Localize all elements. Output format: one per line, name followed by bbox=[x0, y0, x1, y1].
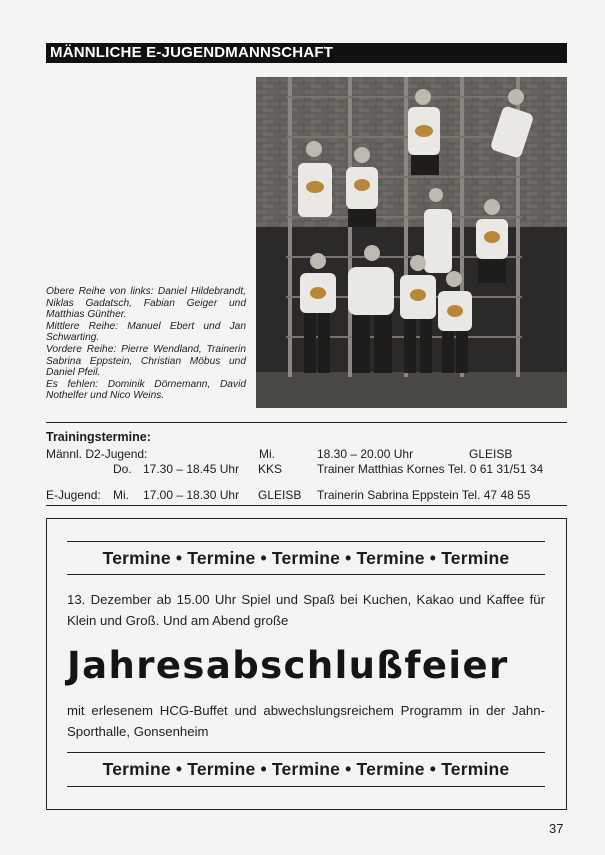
caption-upper-row: Obere Reihe von links: Daniel Hildebrandt, Niklas Gadatsch, Fabian Geiger und Matthias Günther. bbox=[46, 286, 246, 321]
training-title: Trainingstermine: bbox=[46, 430, 151, 444]
divider-top bbox=[46, 422, 567, 423]
training-place: GLEISB bbox=[258, 488, 302, 502]
divider-bottom bbox=[46, 505, 567, 506]
separator-dot: • bbox=[345, 759, 352, 779]
termine-banner-top bbox=[67, 548, 545, 569]
termine-rule bbox=[67, 574, 545, 575]
separator-dot: • bbox=[429, 548, 437, 568]
training-trainer: Trainerin Sabrina Eppstein Tel. 47 48 55 bbox=[317, 488, 531, 502]
training-group-e: E-Jugend: bbox=[46, 488, 101, 502]
event-headline: Jahresabschlußfeier bbox=[67, 644, 509, 687]
separator-dot: • bbox=[175, 759, 183, 779]
termine-banner-bottom bbox=[67, 759, 545, 780]
training-group-d2: Männl. D2-Jugend: bbox=[46, 447, 148, 461]
training-place: KKS bbox=[258, 462, 283, 476]
caption-missing: Es fehlen: Dominik Dörnemann, David Nothelfer und Nico Weins. bbox=[46, 378, 246, 402]
separator-dot: • bbox=[260, 759, 267, 779]
event-intro: 13. Dezember ab 15.00 Uhr Spiel und Spaß bei Kuchen, Kakao und Kaffee für Klein und Groß. Und am Abend große bbox=[67, 592, 545, 628]
termine-rule bbox=[67, 752, 545, 753]
training-day: Mi. bbox=[259, 447, 275, 461]
termine-word: Termine bbox=[441, 759, 510, 779]
termine-word: Termine bbox=[187, 759, 256, 779]
caption-front-row: Vordere Reihe: Pierre Wendland, Trainerin Sabrina Eppstein, Christian Möbus und Daniel Pfeil. bbox=[46, 343, 246, 379]
separator-dot: • bbox=[260, 548, 267, 568]
termine-word: Termine bbox=[441, 548, 510, 568]
training-time: 18.30 – 20.00 Uhr bbox=[317, 447, 414, 461]
training-day: Do. bbox=[113, 462, 132, 476]
termine-word: Termine bbox=[187, 548, 256, 568]
training-day: Mi. bbox=[113, 488, 129, 502]
page-number: 37 bbox=[549, 821, 564, 836]
training-trainer: Trainer Matthias Kornes Tel. 0 61 31/51 34 bbox=[317, 462, 544, 476]
photo-caption bbox=[46, 286, 246, 402]
termine-word: Termine bbox=[356, 759, 425, 779]
section-title: MÄNNLICHE E-JUGENDMANNSCHAFT bbox=[46, 43, 567, 63]
termine-word: Termine bbox=[271, 548, 341, 568]
team-photo-illustration bbox=[256, 77, 567, 408]
training-time: 17.30 – 18.45 Uhr bbox=[143, 462, 240, 476]
training-time: 17.00 – 18.30 Uhr bbox=[143, 488, 240, 502]
termine-word: Termine bbox=[102, 548, 171, 568]
training-place: GLEISB bbox=[469, 447, 513, 461]
termine-rule bbox=[67, 541, 545, 542]
event-details: mit erlesenem HCG-Buffet und abwechslungsreichem Programm in der Jahn-Sporthalle, Gonsenheim bbox=[67, 703, 545, 739]
caption-middle-row: Mittlere Reihe: Manuel Ebert und Jan Schwarting. bbox=[46, 320, 246, 344]
separator-dot: • bbox=[175, 548, 183, 568]
termine-word: Termine bbox=[102, 759, 171, 779]
separator-dot: • bbox=[429, 759, 437, 779]
team-photo bbox=[256, 77, 567, 408]
termine-rule bbox=[67, 786, 545, 787]
separator-dot: • bbox=[345, 548, 352, 568]
termine-word: Termine bbox=[271, 759, 341, 779]
termine-word: Termine bbox=[356, 548, 425, 568]
